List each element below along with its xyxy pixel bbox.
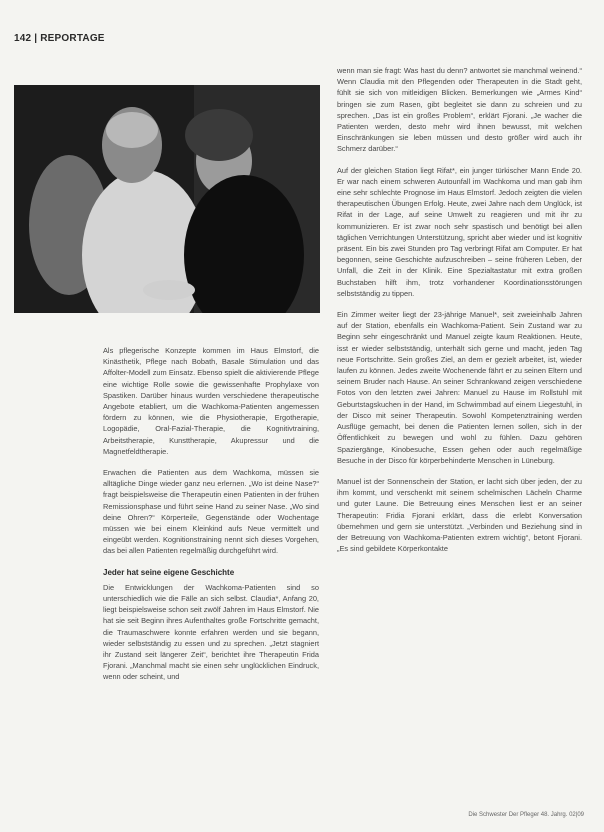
left-column	[103, 345, 319, 693]
article-photo	[14, 85, 320, 313]
paragraph: Erwachen die Patienten aus dem Wachkoma, müssen sie alltägliche Dinge wieder ganz neu erlernen. „Wo ist deine Nase?“ fragt beispielsweise die Therapeutin einen Patienten in der frühen Remissionsphase und führt seine Hand zu seiner Nase. „Wo sind deine Ohren?“ Körperteile, Gegenstände oder Wochentage müssen wie bei einem Kleinkind aufs Neue vermittelt und eingeübt werden. Kognitionstraining nennt sich dieses Vorgehen, das bei allen Patienten regelmäßig durchgeführt wird.	[103, 468, 319, 556]
right-column	[337, 65, 582, 564]
page-footer: Die Schwester Der Pfleger 48. Jahrg. 02|09	[468, 812, 584, 818]
photo-image	[14, 85, 320, 313]
paragraph: Die Entwicklungen der Wachkoma-Patienten sind so unterschiedlich wie die Fälle an sich selbst. Claudia*, Anfang 20, liegt beispielsweise schon seit zwölf Jahren im Haus Elmstorf. Nie hat sie seit Beginn ihres Aufenthaltes große Fortschritte gemacht, die Traumaschwere konnte erfahren werden und sie begann, wieder selbstständig zu essen und zu sprechen. „Jetzt stagniert ihr Zustand seit längerer Zeit“, berichtet ihre Therapeutin Frida Fjorani. „Manchmal macht sie einen sehr unglücklichen Eindruck, wenn oder scheint, und	[103, 582, 319, 682]
page-number: 142	[14, 33, 32, 44]
subheading: Jeder hat seine eigene Geschichte	[103, 567, 235, 577]
paragraph: Ein Zimmer weiter liegt der 23-jährige Manuel*, seit zweieinhalb Jahren auf der Station, ebenfalls ein Wachkoma-Patient. Sein Zustand war zu Beginn sehr eingeschränkt und Manuel zeigte kaum Reaktionen. Heute, isst er wieder selbstständig, unterhält sich gerne und macht, jeden Tag neue Fortschritte. Sein großes Ziel, an dem er gezielt arbeitet, ist, wieder laufen zu können. Jedes zweite Wochenende fährt er zu seinen Eltern und seinem Bruder nach Hause. An seiner Schrankwand zeigen verschiedene Fotos von den letzten zwei Jahren: Manuel zu Hause im Rollstuhl mit Geburtstagskuchen in der Hand, im Schwimmbad auf einem Liegestuhl, in der Disco mit seiner Therapeutin. Sowohl Kompetenztraining werden Ausflüge gemacht, bei denen die Patienten lernen sollen, sich in der Öffentlichkeit zu bewegen und wohl zu fühlen. Dazu gehören Spaziergänge, Kinobesuche, Essen gehen oder auch regelmäßige Besuche in der Disco für körperbehinderte Menschen in Lüneburg.	[337, 310, 582, 465]
paragraph: Manuel ist der Sonnenschein der Station, er lacht sich über jeden, der zu ihm kommt, und verschenkt mit seinem schelmischen Lächeln Charme und guter Laune. Die Betreuung eines Menschen liest er an seiner Therapeutin: Fridia Fjorani erklärt, dass die erlebt Konversation übernehmen und gern sie unterstützt. „Verbinden und Beziehung sind in der Betreuung von Wachkoma-Patienten extrem wichtig“, betont Fjorani. „Es sind gebildete Körperkontakte	[337, 476, 582, 554]
section-title: REPORTAGE	[40, 33, 105, 44]
paragraph: Als pflegerische Konzepte kommen im Haus Elmstorf, die Kinästhetik, Pflege nach Bobath, Basale Stimulation und das Affolter-Modell zum Einsatz. Ebenso spielt die aktivierende Pflege eine wichtige Rolle sowie die gewissenhafte Prophylaxe von Spastiken. Darüber hinaus wurden verschiedene therapeutische Angebote etabliert, um die Wachkoma-Patienten angemessen fördern zu können, wie die Physiotherapie, Ergotherapie, Logopädie, Oral-Fazial-Therapie, die Kognitivtraining, Arbeitstherapie, Kunsttherapie, Akupressur und die Magnetfeldtherapie.	[103, 346, 319, 456]
paragraph: Auf der gleichen Station liegt Rifat*, ein junger türkischer Mann Ende 20. Er war nach einem schweren Autounfall im Wachkoma und man gab ihm eine sehr schlechte Prognose im Haus Elmstorf. Jedoch zeigten die vielen therapeutischen Übungen Erfolg. Heute, zwei Jahre nach dem Unglück, ist Rifat in der Lage, auf seine Umwelt zu reagieren und mit ihr zu kommunizieren. Er ist zwar noch sehr spastisch und benötigt bei allen täglichen Verrichtungen Unterstützung, spricht aber wieder und ist kognitiv präsent. Ein bis zwei Stunden pro Tag verbringt Rifat am Computer. Er hat begonnen, seine Geschichte aufzuschreiben – seine früheren Leben, der Unfall, die Zeit in der Klinik. Eine Spezialtastatur mit extra großen Buchstaben hilft ihm, trotz vorhandener Koordinationsstörungen selbstständig zu tippen.	[337, 165, 582, 298]
paragraph: wenn man sie fragt: Was hast du denn? antwortet sie manchmal weinend.“ Wenn Claudia mit den Pflegenden oder Therapeuten in die Stadt geht, fühlt sie sich von mitleidigen Blicken. Bemerkungen wie „Armes Kind“ bringen sie zum Rasen, gibt begleitet sie dann zu schreien und zu sprechen. „Das ist ein großes Problem“, erklärt Fjorani. „Je wacher die Patienten werden, desto mehr wird ihnen bewusst, mit welchen Einschränkungen sie leben müssen und desto größer wird auch ihr Schmerz darüber.“	[337, 66, 582, 154]
page-header: 142 | REPORTAGE	[14, 33, 105, 44]
